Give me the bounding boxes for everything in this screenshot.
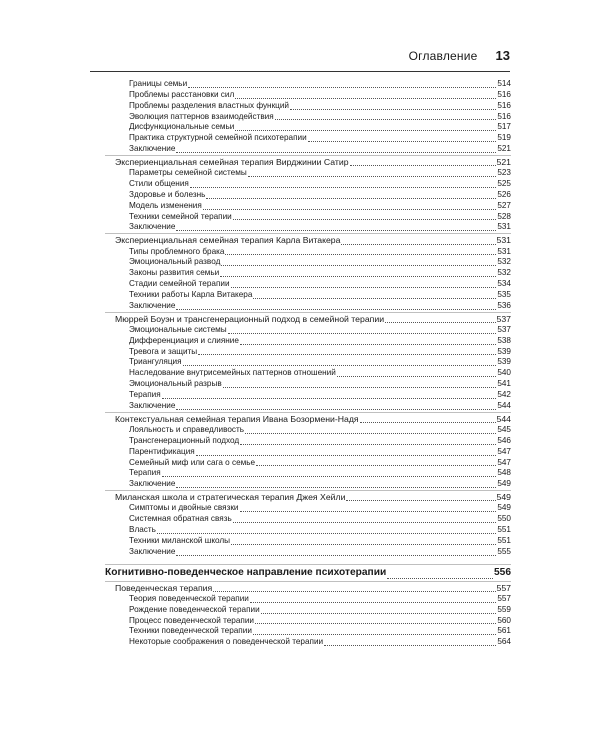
toc-entry-title: Тревога и защиты: [129, 346, 198, 356]
toc-section-entry: [105, 525, 511, 536]
toc-entry-page: 550: [497, 514, 511, 524]
toc-section-entry: [105, 268, 511, 279]
toc-entry-page: 516: [497, 111, 511, 121]
toc-entry-title: Дисфункциональные семьи: [129, 122, 235, 132]
toc-section-entry: [105, 90, 511, 101]
toc-entry-title: Заключение: [129, 222, 176, 232]
toc-entry-title: Техники миланской школы: [129, 535, 231, 545]
toc-entry-title: Типы проблемного брака: [129, 246, 225, 256]
toc-entry-page: 551: [497, 525, 511, 535]
toc-entry-page: 525: [497, 179, 511, 189]
toc-entry-page: 564: [497, 637, 511, 647]
toc-entry-title: Дифференциация и слияние: [129, 335, 239, 345]
toc-entry-page: 521: [496, 156, 511, 167]
toc-section-entry: [105, 436, 511, 447]
toc-dot-leader: [387, 578, 493, 579]
toc-section-entry: [105, 168, 511, 179]
toc-section-entry: [105, 368, 511, 379]
toc-entry-page: 516: [497, 89, 511, 99]
toc-dot-leader: [231, 544, 496, 545]
toc-dot-leader: [188, 87, 496, 88]
toc-entry-page: 547: [497, 457, 511, 467]
toc-part-entry: [105, 564, 511, 581]
toc-section-entry: [105, 379, 511, 390]
toc-entry-title: Заключение: [129, 400, 176, 410]
toc-section-entry: [105, 79, 511, 90]
toc-dot-leader: [176, 409, 496, 410]
toc-section-entry: [105, 222, 511, 233]
toc-section-entry: [105, 336, 511, 347]
toc-entry-page: 531: [497, 222, 511, 232]
toc-entry-page: 556: [494, 566, 511, 578]
toc-entry-title: Практика структурной семейной психотерапии: [129, 133, 307, 143]
toc-entry-page: 514: [497, 79, 511, 88]
toc-dot-leader: [256, 465, 496, 466]
toc-entry-title: Заключение: [129, 546, 176, 556]
toc-entry-title: Трансгенерационный подход: [129, 435, 240, 445]
toc-dot-leader: [162, 476, 497, 477]
toc-entry-page: 549: [496, 492, 511, 503]
toc-entry-page: 517: [497, 122, 511, 132]
toc-entry-title: Модель изменения: [129, 200, 202, 210]
toc-dot-leader: [250, 602, 496, 603]
toc-dot-leader: [176, 555, 496, 556]
toc-section-entry: [105, 201, 511, 212]
toc-section-entry: [105, 479, 511, 490]
toc-entry-page: 531: [497, 246, 511, 256]
toc-dot-leader: [255, 623, 496, 624]
toc-entry-page: 519: [497, 133, 511, 143]
toc-dot-leader: [337, 376, 497, 377]
toc-section-entry: [105, 101, 511, 112]
toc-entry-page: 537: [497, 324, 511, 334]
toc-entry-title: Стадии семейной терапии: [129, 279, 230, 289]
toc-dot-leader: [220, 276, 496, 277]
toc-dot-leader: [253, 634, 496, 635]
toc-entry-title: Проблемы расстановки сил: [129, 89, 235, 99]
toc-entry-page: 526: [497, 189, 511, 199]
toc-dot-leader: [198, 354, 496, 355]
running-header: [90, 48, 510, 68]
toc-entry-title: Заключение: [129, 144, 176, 154]
toc-dot-leader: [240, 444, 496, 445]
toc-dot-leader: [308, 141, 497, 142]
toc-section-entry: [105, 616, 511, 627]
toc-dot-leader: [190, 187, 496, 188]
toc-entry-title: Теория поведенческой терапии: [129, 593, 249, 603]
toc-section-entry: [105, 357, 511, 368]
toc-entry-title: Экспериенциальная семейная терапия Вирджинии Сатир: [115, 156, 349, 167]
toc-dot-leader: [360, 422, 496, 423]
toc-entry-page: 523: [497, 168, 511, 178]
toc-dot-leader: [385, 322, 495, 323]
toc-entry-title: Контекстуальная семейная терапия Ивана Бозормени-Надя: [115, 413, 359, 424]
toc-section-entry: [105, 547, 511, 558]
toc-entry-title: Техники работы Карла Витакера: [129, 289, 253, 299]
toc-entry-page: 559: [497, 604, 511, 614]
toc-entry-title: Мюррей Боуэн и трансгенерационный подход в семейной терапии: [115, 313, 385, 324]
toc-entry-page: 555: [497, 546, 511, 556]
toc-entry-title: Заключение: [129, 300, 176, 310]
toc-section-entry: [105, 257, 511, 268]
toc-entry-title: Системная обратная связь: [129, 514, 232, 524]
toc-entry-title: Эмоциональный разрыв: [129, 379, 222, 389]
toc-section-entry: [105, 637, 511, 648]
toc-entry-page: 537: [496, 313, 511, 324]
toc-entry-title: Поведенческая терапия: [115, 582, 213, 593]
toc-dot-leader: [233, 522, 497, 523]
toc-entry-title: Эволюция паттернов взаимодействия: [129, 111, 274, 121]
toc-section-entry: [105, 503, 511, 514]
toc-entry-page: 549: [497, 503, 511, 513]
toc-entry-page: 551: [497, 535, 511, 545]
toc-entry-title: Техники поведенческой терапии: [129, 626, 252, 636]
toc-entry-page: 548: [497, 468, 511, 478]
toc-dot-leader: [235, 130, 496, 131]
toc-chapter-entry: [105, 155, 511, 168]
toc-entry-title: Эмоциональные системы: [129, 324, 227, 334]
toc-entry-page: 534: [497, 279, 511, 289]
header-rule: [90, 71, 510, 72]
toc-entry-page: 531: [496, 235, 511, 246]
toc-entry-title: Рождение поведенческой терапии: [129, 604, 260, 614]
toc-entry-title: Границы семьи: [129, 79, 188, 88]
toc-section-entry: [105, 290, 511, 301]
running-header-title: Оглавление: [408, 49, 478, 63]
toc-section-entry: [105, 133, 511, 144]
toc-entry-page: 549: [497, 479, 511, 489]
toc-entry-page: 528: [497, 211, 511, 221]
toc-dot-leader: [324, 645, 496, 646]
toc-dot-leader: [183, 365, 497, 366]
toc-entry-title: Лояльность и справедливость: [129, 424, 245, 434]
toc-dot-leader: [240, 344, 496, 345]
toc-entry-title: Власть: [129, 525, 156, 535]
toc-section-entry: [105, 626, 511, 637]
toc-entry-title: Семейный миф или сага о семье: [129, 457, 256, 467]
toc-dot-leader: [221, 265, 496, 266]
toc-entry-page: 546: [497, 435, 511, 445]
toc-entry-page: 547: [497, 446, 511, 456]
toc-entry-title: Заключение: [129, 479, 176, 489]
toc-section-entry: [105, 390, 511, 401]
toc-dot-leader: [341, 244, 495, 245]
toc-entry-page: 545: [497, 424, 511, 434]
toc-dot-leader: [176, 152, 496, 153]
toc-section-entry: [105, 179, 511, 190]
toc-entry-title: Наследование внутрисемейных паттернов отношений: [129, 368, 336, 378]
toc-chapter-entry: [105, 233, 511, 246]
toc-section-entry: [105, 247, 511, 258]
toc-entry-page: 557: [496, 582, 511, 593]
toc-entry-title: Триангуляция: [129, 357, 182, 367]
toc-dot-leader: [350, 165, 496, 166]
toc-section-entry: [105, 144, 511, 155]
toc-dot-leader: [157, 533, 496, 534]
toc-entry-page: 536: [497, 300, 511, 310]
toc-dot-leader: [231, 287, 497, 288]
toc-dot-leader: [346, 500, 495, 501]
toc-dot-leader: [240, 511, 497, 512]
toc-entry-title: Процесс поведенческой терапии: [129, 615, 254, 625]
toc-dot-leader: [225, 254, 496, 255]
toc-entry-page: 527: [497, 200, 511, 210]
toc-entry-title: Терапия: [129, 468, 161, 478]
toc-dot-leader: [233, 219, 497, 220]
toc-section-entry: [105, 605, 511, 616]
toc-entry-title: Техники семейной терапии: [129, 211, 232, 221]
toc-entry-page: 516: [497, 100, 511, 110]
toc-section-entry: [105, 458, 511, 469]
toc-entry-page: 532: [497, 268, 511, 278]
toc-entry-title: Парентификация: [129, 446, 195, 456]
toc-dot-leader: [290, 109, 496, 110]
toc-dot-leader: [253, 298, 496, 299]
toc-section-entry: [105, 112, 511, 123]
toc-dot-leader: [235, 98, 496, 99]
toc-dot-leader: [223, 387, 497, 388]
toc-dot-leader: [176, 309, 496, 310]
toc-dot-leader: [213, 591, 495, 592]
toc-section-entry: [105, 447, 511, 458]
toc-section-entry: [105, 325, 511, 336]
toc-section-entry: [105, 514, 511, 525]
toc-chapter-entry: [105, 312, 511, 325]
toc-entry-title: Миланская школа и стратегическая терапия Джея Хейли: [115, 492, 346, 503]
toc-section-entry: [105, 468, 511, 479]
toc-entry-title: Законы развития семьи: [129, 268, 220, 278]
toc-entry-page: 542: [497, 389, 511, 399]
toc-dot-leader: [176, 487, 496, 488]
toc-entry-page: 541: [497, 379, 511, 389]
toc-dot-leader: [162, 398, 497, 399]
page-number: 13: [495, 48, 510, 63]
toc-entry-title: Когнитивно-поведенческое направление психотерапии: [105, 566, 387, 578]
toc-entry-page: 538: [497, 335, 511, 345]
toc-section-entry: [105, 190, 511, 201]
toc-section-entry: [105, 212, 511, 223]
toc-entry-page: 544: [497, 400, 511, 410]
toc-entry-title: Эмоциональный развод: [129, 257, 221, 267]
toc-entry-title: Экспериенциальная семейная терапия Карла Витакера: [115, 235, 341, 246]
toc-dot-leader: [275, 119, 497, 120]
toc-dot-leader: [248, 176, 497, 177]
toc-section-entry: [105, 301, 511, 312]
toc-section-entry: [105, 401, 511, 412]
toc-entry-page: 561: [497, 626, 511, 636]
toc-chapter-entry: [105, 490, 511, 503]
toc-section-entry: [105, 425, 511, 436]
toc-chapter-entry: [105, 412, 511, 425]
toc-entry-title: Здоровье и болезнь: [129, 189, 206, 199]
toc-section-entry: [105, 594, 511, 605]
toc-entry-title: Проблемы разделения властных функций: [129, 100, 290, 110]
toc-entry-page: 540: [497, 368, 511, 378]
toc-dot-leader: [228, 333, 497, 334]
toc-dot-leader: [196, 455, 497, 456]
toc-entry-page: 521: [497, 144, 511, 154]
toc-entry-page: 535: [497, 289, 511, 299]
toc-section-entry: [105, 536, 511, 547]
toc-entry-title: Параметры семейной системы: [129, 168, 247, 178]
toc-entry-title: Терапия: [129, 389, 161, 399]
toc-entry-title: Симптомы и двойные связки: [129, 503, 239, 513]
toc-entry-page: 539: [497, 357, 511, 367]
toc-entry-page: 544: [496, 413, 511, 424]
toc-entry-title: Некоторые соображения о поведенческой терапии: [129, 637, 324, 647]
toc-entry-page: 539: [497, 346, 511, 356]
toc-chapter-entry: [105, 581, 511, 594]
toc-entry-page: 557: [497, 593, 511, 603]
toc-section-entry: [105, 122, 511, 133]
toc-section-entry: [105, 347, 511, 358]
toc-entry-page: 532: [497, 257, 511, 267]
toc-entry-page: 560: [497, 615, 511, 625]
toc-section-entry: [105, 279, 511, 290]
toc-dot-leader: [245, 433, 496, 434]
toc-dot-leader: [176, 230, 496, 231]
toc-dot-leader: [203, 209, 497, 210]
toc-dot-leader: [206, 198, 496, 199]
toc-dot-leader: [261, 613, 497, 614]
table-of-contents: [105, 79, 511, 648]
toc-entry-title: Стили общения: [129, 179, 189, 189]
